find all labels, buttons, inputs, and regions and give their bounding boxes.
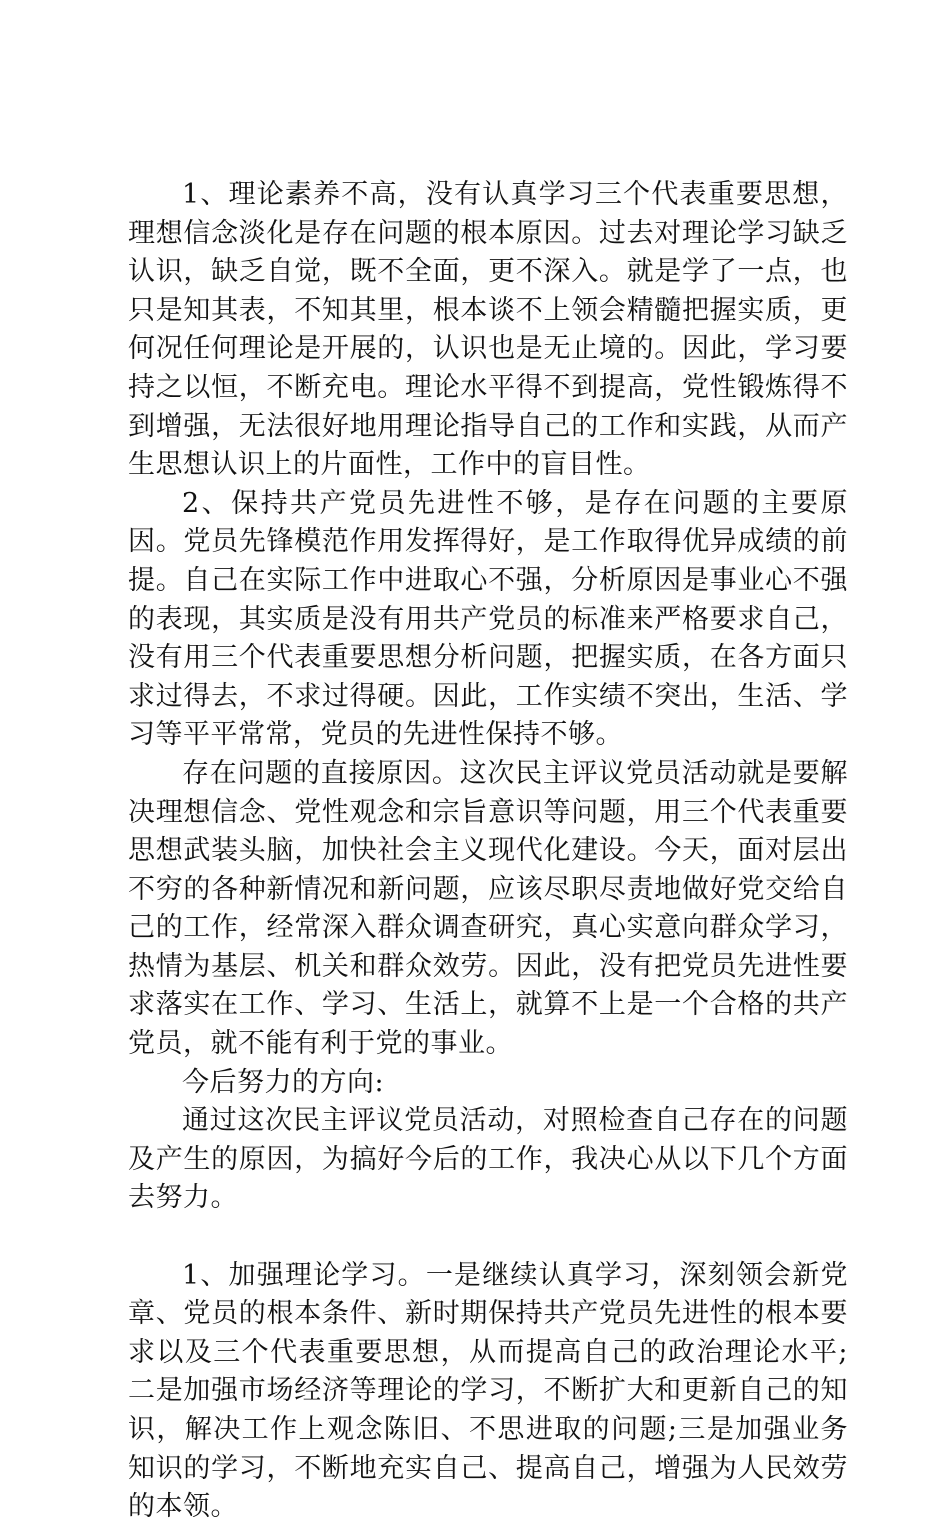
- paragraph-future-direction-heading: 今后努力的方向:: [182, 1066, 385, 1098]
- paragraph-resolution-intro: 通过这次民主评议党员活动，对照检查自己存在的问题及产生的原因，为搞好今后的工作，我决心从以下几个方面去努力。: [128, 1105, 848, 1214]
- document-body: [128, 176, 848, 1527]
- paragraph-party-advancement: 2、保持共产党员先进性不够，是存在问题的主要原因。党员先锋模范作用发挥得好，是工作取得优异成绩的前提。自己在实际工作中进取心不强，分析原因是事业心不强的表现，其实质是没有用共产党员的标准来严格要求自己，没有用三个代表重要思想分析问题，把握实质，在各方面只求过得去，不求过得硬。因此，工作实绩不突出，生活、学习等平平常常，党员的先进性保持不够。: [128, 487, 848, 751]
- paragraph-strengthen-study: 1、加强理论学习。一是继续认真学习，深刻领会新党章、党员的根本条件、新时期保持共产党员先进性的根本要求以及三个代表重要思想，从而提高自己的政治理论水平;二是加强市场经济等理论的学习，不断扩大和更新自己的知识，解决工作上观念陈旧、不思进取的问题;三是加强业务知识的学习，不断地充实自己、提高自己，增强为人民效劳的本领。: [128, 1259, 848, 1523]
- paragraph-direct-cause: 存在问题的直接原因。这次民主评议党员活动就是要解决理想信念、党性观念和宗旨意识等问题，用三个代表重要思想武装头脑，加快社会主义现代化建设。今天，面对层出不穷的各种新情况和新问题，应该尽职尽责地做好党交给自己的工作，经常深入群众调查研究，真心实意向群众学习，热情为基层、机关和群众效劳。因此，没有把党员先进性要求落实在工作、学习、生活上，就算不上是一个合格的共产党员，就不能有利于党的事业。: [128, 757, 848, 1060]
- paragraph-theory-cultivation: 1、理论素养不高，没有认真学习三个代表重要思想，理想信念淡化是存在问题的根本原因。过去对理论学习缺乏认识，缺乏自觉，既不全面，更不深入。就是学了一点，也只是知其表，不知其里，根本谈不上领会精髓把握实质，更何况任何理论是开展的，认识也是无止境的。因此，学习要持之以恒，不断充电。理论水平得不到提高，党性锻炼得不到增强，无法很好地用理论指导自己的工作和实践，从而产生思想认识上的片面性，工作中的盲目性。: [128, 179, 848, 481]
